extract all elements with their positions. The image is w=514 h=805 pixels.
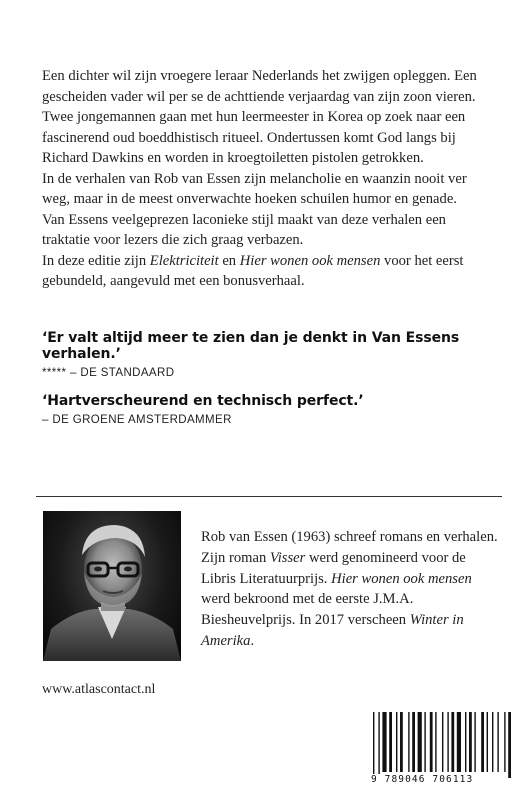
blurb-paragraph-1: Een dichter wil zijn vroegere leraar Nederlands het zwijgen opleggen. Een gescheiden vader wil per se de achttiende verjaardag van zijn zoon vieren. Twee jongemannen gaan met hun leermeester in Korea op zoek naar een fascinerend oud boeddhistisch ritueel. Ondertussen komt God langs bij Richard Dawkins en worden in kroegtoiletten pistolen getrokken. bbox=[42, 68, 477, 166]
blurb-paragraph-3 bbox=[42, 251, 482, 292]
barcode-bar bbox=[487, 712, 488, 772]
barcode-bar bbox=[430, 712, 433, 772]
quote-text: ‘Er valt altijd meer te zien dan je denkt in Van Essens verhalen.’ bbox=[42, 330, 460, 362]
quote-source: – DE GROENE AMSTERDAMMER bbox=[42, 414, 232, 426]
barcode-bar bbox=[504, 712, 505, 772]
author-portrait-image bbox=[43, 511, 181, 661]
title-hier-wonen-ook-mensen-bio: Hier wonen ook mensen bbox=[331, 570, 472, 587]
barcode-bar bbox=[497, 712, 498, 772]
blurb-p3-mid: en bbox=[218, 252, 240, 269]
author-photo bbox=[43, 511, 181, 661]
bio-text-1: Rob van Essen (1963) schreef romans en verhalen. Zijn roman bbox=[201, 529, 498, 566]
barcode-bar bbox=[508, 712, 511, 778]
barcode-bar bbox=[451, 712, 454, 772]
barcode-bar bbox=[382, 712, 386, 772]
author-bio bbox=[201, 527, 501, 652]
barcode-bar bbox=[481, 712, 484, 772]
quote-text: ‘Hartverscheurend en technisch perfect.’ bbox=[42, 393, 364, 409]
blurb-p3-before: In deze editie zijn bbox=[42, 252, 150, 269]
barcode-bar bbox=[418, 712, 422, 772]
title-winter-in-amerika: Winter in Amerika bbox=[201, 612, 464, 649]
barcode-bar bbox=[474, 712, 475, 772]
barcode-bar bbox=[389, 712, 392, 772]
title-visser: Visser bbox=[269, 549, 306, 566]
barcode-bar bbox=[378, 712, 379, 778]
barcode-bars bbox=[361, 710, 514, 800]
review-quote-2 bbox=[42, 393, 502, 426]
quote-source: ***** – DE STANDAARD bbox=[42, 367, 175, 379]
blurb-p3-after: voor het eerst gebundeld, aangevuld met een bonusverhaal. bbox=[42, 252, 464, 289]
barcode-bar bbox=[469, 712, 472, 772]
review-quote-1 bbox=[42, 330, 502, 379]
bio-text-3: werd bekroond met de eerste J.M.A. Biesheuvelprijs. In 2017 verscheen bbox=[201, 591, 414, 629]
title-hier-wonen-ook-mensen: Hier wonen ook mensen bbox=[239, 252, 381, 269]
barcode-bar bbox=[465, 712, 466, 772]
bio-text-2: werd genomineerd voor de Libris Literatuurprijs. bbox=[201, 549, 466, 587]
barcode-bar bbox=[492, 712, 493, 772]
isbn-number: 9 789046 706113 bbox=[371, 774, 481, 785]
book-blurb bbox=[42, 66, 482, 292]
barcode-bar bbox=[424, 712, 425, 772]
barcode-bar bbox=[435, 712, 436, 772]
isbn-barcode bbox=[361, 710, 514, 800]
section-divider bbox=[36, 496, 502, 497]
barcode-bar bbox=[408, 712, 409, 772]
title-elektriciteit: Elektriciteit bbox=[149, 252, 219, 269]
barcode-bar bbox=[396, 712, 397, 772]
blurb-paragraph-2: In de verhalen van Rob van Essen zijn melancholie en waanzin nooit ver weg, maar in de meest onverwachte hoeken schuilen humor en genade. Van Essens veelgeprezen laconieke stijl maakt van deze verhalen een traktatie voor lezers die zich graag verbazen. bbox=[42, 170, 467, 248]
barcode-bar bbox=[400, 712, 403, 772]
barcode-bar bbox=[373, 712, 374, 778]
bio-text-4: . bbox=[250, 632, 255, 649]
barcode-bar bbox=[442, 712, 443, 772]
barcode-bar bbox=[447, 712, 448, 772]
barcode-bar bbox=[457, 712, 461, 772]
barcode-bar bbox=[412, 712, 415, 772]
publisher-website[interactable]: www.atlascontact.nl bbox=[42, 682, 156, 697]
